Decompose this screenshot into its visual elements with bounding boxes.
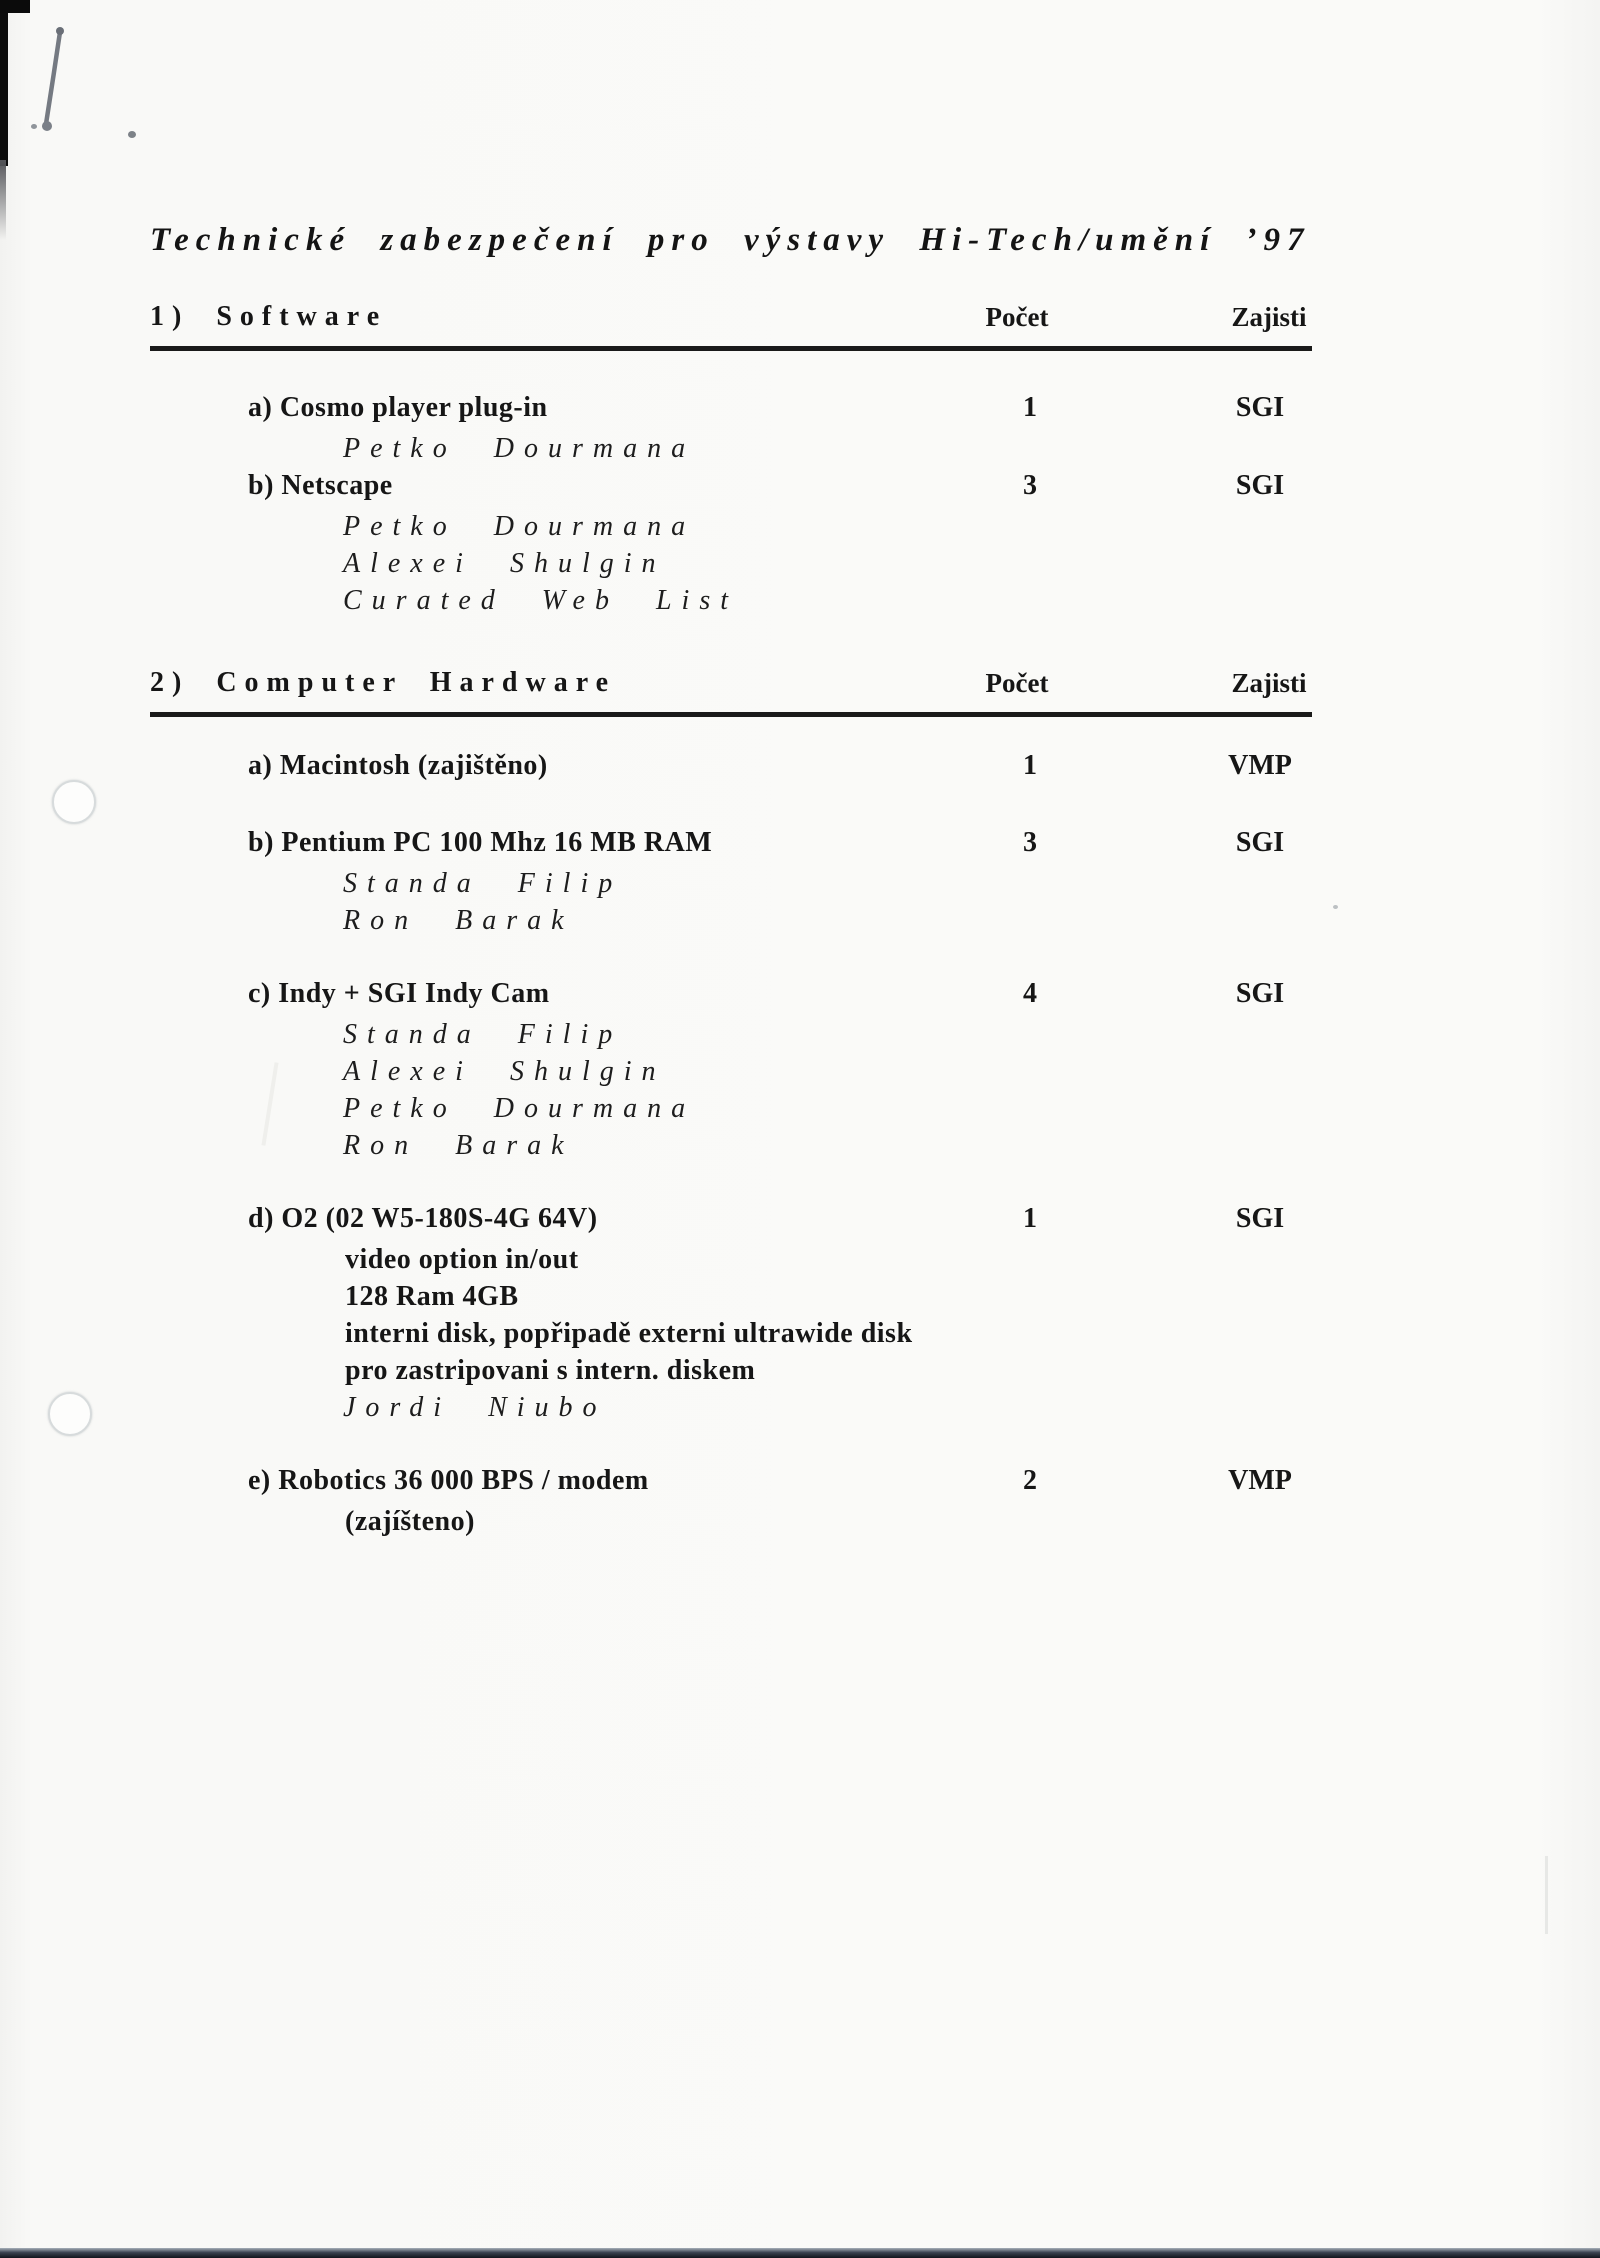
item-label: a) Macintosh (zajištěno) (248, 750, 548, 781)
table-row (248, 467, 1600, 619)
section-items (248, 747, 1600, 1540)
item-detail: video option in/out (345, 1244, 579, 1275)
column-header-provider: Zajisti (1231, 302, 1307, 332)
scan-edge-bottom (0, 2248, 1600, 2258)
assignee-name: Petko Dourmana (343, 433, 696, 464)
item-count: 2 (1023, 1465, 1037, 1496)
section (0, 666, 1600, 1576)
assignee-name: Ron Barak (343, 905, 574, 936)
item-label: c) Indy + SGI Indy Cam (248, 978, 550, 1009)
assignee-name: Alexei Shulgin (343, 1056, 666, 1087)
item-label: b) Netscape (248, 470, 393, 501)
assignee-name: Ron Barak (343, 1130, 574, 1161)
item-count: 1 (1023, 392, 1037, 423)
section-header (150, 666, 1312, 717)
section-items (248, 389, 1600, 619)
item-provider: VMP (1228, 750, 1292, 781)
item-line (248, 1200, 1600, 1241)
item-provider: SGI (1235, 392, 1285, 423)
item-provider: SGI (1235, 978, 1285, 1009)
table-row (248, 747, 1600, 788)
section-heading: 2) Computer Hardware (150, 667, 617, 698)
column-header-count: Počet (985, 668, 1049, 698)
section-header (150, 300, 1312, 351)
item-count: 4 (1023, 978, 1037, 1009)
item-provider: VMP (1228, 1465, 1292, 1496)
item-line (248, 1462, 1600, 1503)
scan-scratch (1545, 1856, 1548, 1934)
item-provider: SGI (1235, 827, 1285, 858)
item-label: b) Pentium PC 100 Mhz 16 MB RAM (248, 827, 713, 858)
item-label: a) Cosmo player plug-in (248, 392, 548, 423)
item-line (248, 975, 1600, 1016)
table-row (248, 824, 1600, 939)
assignee-name: Standa Filip (343, 868, 623, 899)
assignee-name: Standa Filip (343, 1019, 623, 1050)
item-line (248, 389, 1600, 430)
item-count: 1 (1023, 1203, 1037, 1234)
item-label: e) Robotics 36 000 BPS / modem (248, 1465, 649, 1496)
item-line (248, 824, 1600, 865)
item-line (248, 747, 1600, 788)
section (0, 300, 1600, 619)
document-title: Technické zabezpečení pro výstavy Hi-Tech/umění ’97 (150, 222, 1311, 258)
item-count: 3 (1023, 470, 1037, 501)
item-detail: interni disk, popřipadě externi ultrawide disk (345, 1318, 913, 1349)
section-heading: 1) Software (150, 301, 388, 332)
table-row (248, 1200, 1600, 1426)
item-count: 3 (1023, 827, 1037, 858)
table-row (248, 975, 1600, 1164)
assignee-name: Jordi Niubo (343, 1392, 607, 1423)
item-detail: 128 Ram 4GB (345, 1281, 519, 1312)
item-provider: SGI (1235, 1203, 1285, 1234)
item-provider: SGI (1235, 470, 1285, 501)
table-row (248, 1462, 1600, 1540)
item-detail: pro zastripovani s intern. diskem (345, 1355, 756, 1386)
column-header-provider: Zajisti (1231, 668, 1307, 698)
assignee-name: Curated Web List (343, 585, 738, 616)
item-label: d) O2 (02 W5-180S-4G 64V) (248, 1203, 598, 1234)
item-line (248, 467, 1600, 508)
item-count: 1 (1023, 750, 1037, 781)
assignee-name: Petko Dourmana (343, 511, 696, 542)
table-row (248, 389, 1600, 467)
assignee-name: Alexei Shulgin (343, 548, 666, 579)
assignee-name: Petko Dourmana (343, 1093, 696, 1124)
column-header-count: Počet (985, 302, 1049, 332)
item-detail: (zajíšteno) (345, 1506, 475, 1537)
